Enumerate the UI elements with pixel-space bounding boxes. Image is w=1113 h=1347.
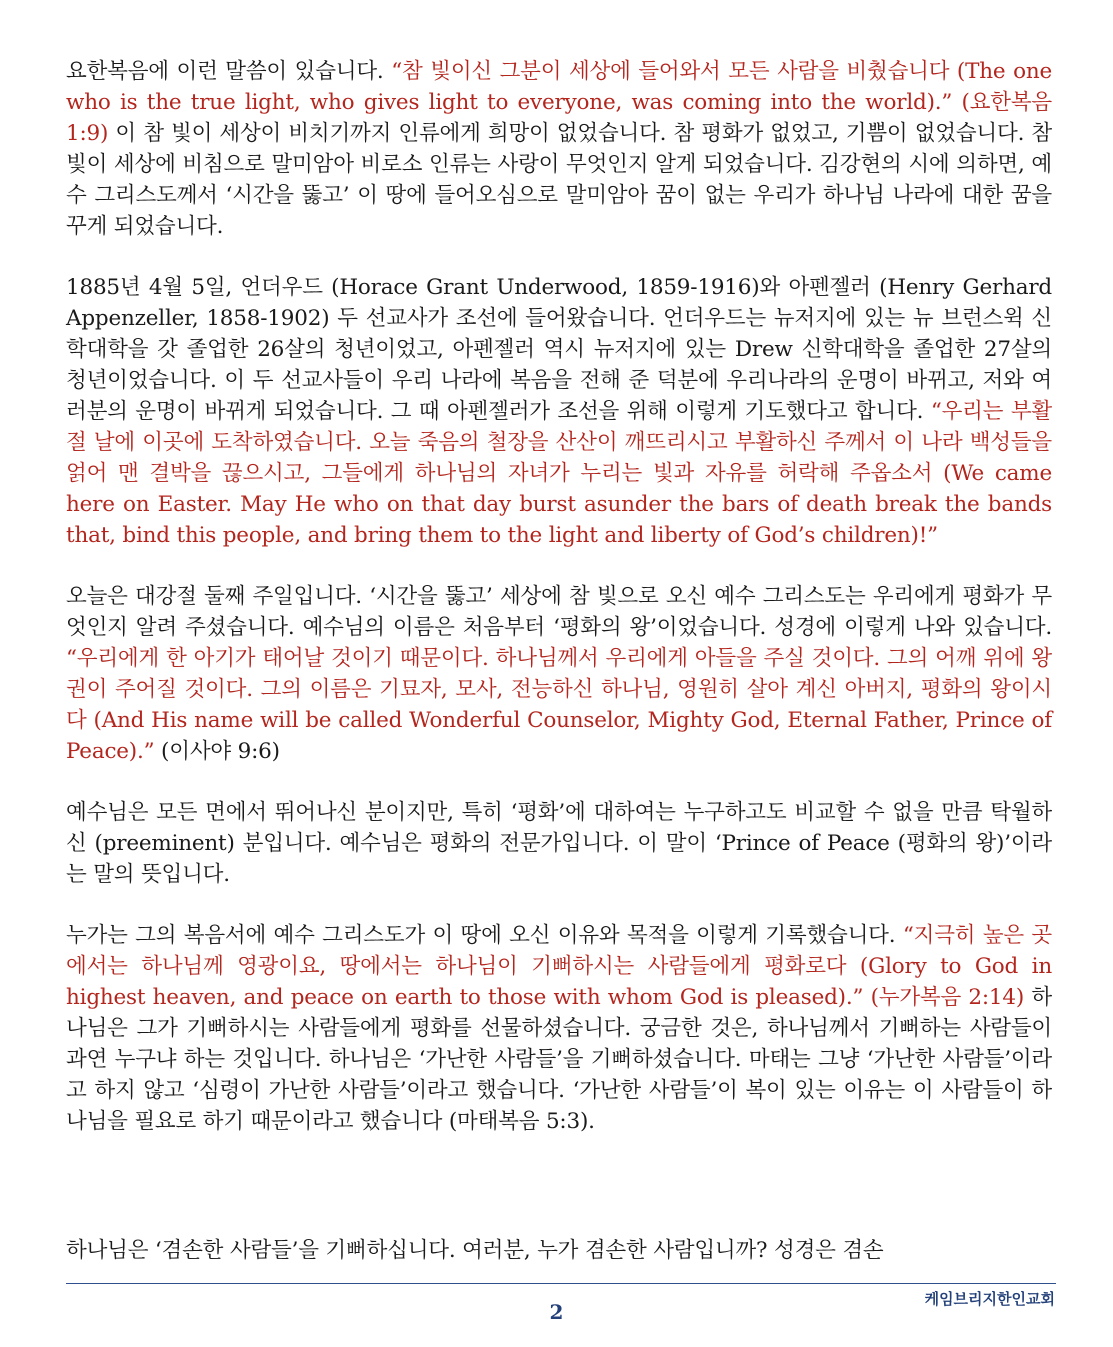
footer-divider [66, 1283, 1056, 1284]
scripture-quote: “참 빛이신 그분이 세상에 들어와서 모든 사람을 비췄습니다 (The one who is the true light, who gives light to everyone, was coming into the world).” (요한복음 1:9) [66, 59, 1053, 146]
paragraph-text: 1885년 4월 5일, 언더우드 (Horace Grant Underwood, 1859-1916)와 아펜젤러 (Henry Gerhard Appenzeller, 1858-1902) 두 선교사가 조선에 들어왔습니다. 언더우드는 뉴저지에 있는 뉴 브런스윅 신학대학을 갓 졸업한 26살의 청년이었고, 아펜젤러 역시 뉴저지에 있는 Drew 신학대학을 졸업한 27살의 청년이었습니다. 이 두 선교사들이 우리 나라에 복음을 전해 준 덕분에 우리나라의 운명이 바뀌고, 저와 여러분의 운명이 바뀌게 되었습니다. 그 때 아펜젤러가 조선을 위해 이렇게 기도했다고 합니다. [66, 275, 1052, 424]
paragraph-text: 예수님은 모든 면에서 뛰어나신 분이지만, 특히 ‘평화’에 대하여는 누구하고도 비교할 수 없을 만큼 탁월하신 (preeminent) 분입니다. 예수님은 평화의 전문가입니다. 이 말이 ‘Prince of Peace (평화의 왕)’이라는 말의 뜻입니다. [66, 800, 1052, 887]
paragraph-humble: 하나님은 ‘겸손한 사람들’을 기뻐하십니다. 여러분, 누가 겸손한 사람입니까? 성경은 겸손 [66, 1238, 884, 1263]
paragraph-text: 이 참 빛이 세상이 비치기까지 인류에게 희망이 없었습니다. 참 평화가 없었고, 기쁨이 없었습니다. 참 빛이 세상에 비침으로 말미암아 비로소 인류는 사랑이 무엇인지 알게 되었습니다. 김강현의 시에 의하면, 예수 그리스도께서 ‘시간을 뚫고’ 이 땅에 들어오심으로 말미암아 꿈이 없는 우리가 하나님 나라에 대한 꿈을 꾸게 되었습니다. [66, 121, 1052, 239]
scripture-reference: (이사야 9:6) [154, 739, 280, 764]
paragraph-advent [66, 581, 1052, 767]
paragraph-text: 누가는 그의 복음서에 예수 그리스도가 이 땅에 오신 이유와 목적을 이렇게 기록했습니다. [66, 923, 903, 948]
scripture-quote: “지극히 높은 곳에서는 하나님께 영광이요, 땅에서는 하나님이 기뻐하시는 사람들에게 평화로다 (Glory to God in highest heaven, and peace on earth to those with whom God is pleased).” (누가복음 2:14) [66, 923, 1053, 1010]
paragraph-missionaries [66, 272, 1052, 551]
paragraph-prince-of-peace [66, 797, 1052, 890]
church-name: 케임브리지한인교회 [924, 1290, 1055, 1308]
document-body [66, 56, 1052, 1167]
paragraph-text: 요한복음에 이런 말씀이 있습니다. [66, 59, 392, 84]
paragraph-text: 하나님은 그가 기뻐하시는 사람들에게 평화를 선물하셨습니다. 궁금한 것은, 하나님께서 기뻐하는 사람들이 과연 누구냐 하는 것입니다. 하나님은 ‘가난한 사람들’을 기뻐하셨습니다. 마태는 그냥 ‘가난한 사람들’이라고 하지 않고 ‘심령이 가난한 사람들’이라고 했습니다. ‘가난한 사람들’이 복이 있는 이유는 이 사람들이 하나님을 필요로 하기 때문이라고 했습니다 (마태복음 5:3). [66, 985, 1052, 1134]
prayer-quote: “우리는 부활절 날에 이곳에 도착하였습니다. 오늘 죽음의 철장을 산산이 깨뜨리시고 부활하신 주께서 이 나라 백성들을 얽어 맨 결박을 끊으시고, 그들에게 하나님의 자녀가 누리는 빛과 자유를 허락해 주옵소서 (We came here on Easter. May He who on that day burst asunder the bars of death break the bands that, bind this people, and bring them to the light and liberty of God’s children)!” [66, 399, 1052, 548]
paragraph-john [66, 56, 1052, 242]
scripture-quote: “우리에게 한 아기가 태어날 것이기 때문이다. 하나님께서 우리에게 아들을 주실 것이다. 그의 어깨 위에 왕권이 주어질 것이다. 그의 이름은 기묘자, 모사, 전능하신 하나님, 영원히 살아 계신 아버지, 평화의 왕이시다 (And His name will be called Wonderful Counselor, Mighty God, Eternal Father, Prince of Peace).” [66, 646, 1052, 764]
paragraph-luke [66, 920, 1052, 1137]
paragraph-text: 오늘은 대강절 둘째 주일입니다. ‘시간을 뚫고’ 세상에 참 빛으로 오신 예수 그리스도는 우리에게 평화가 무엇인지 알려 주셨습니다. 예수님의 이름은 처음부터 ‘평화의 왕’이었습니다. 성경에 이렇게 나와 있습니다. [66, 584, 1052, 640]
page-number: 2 [549, 1300, 564, 1324]
